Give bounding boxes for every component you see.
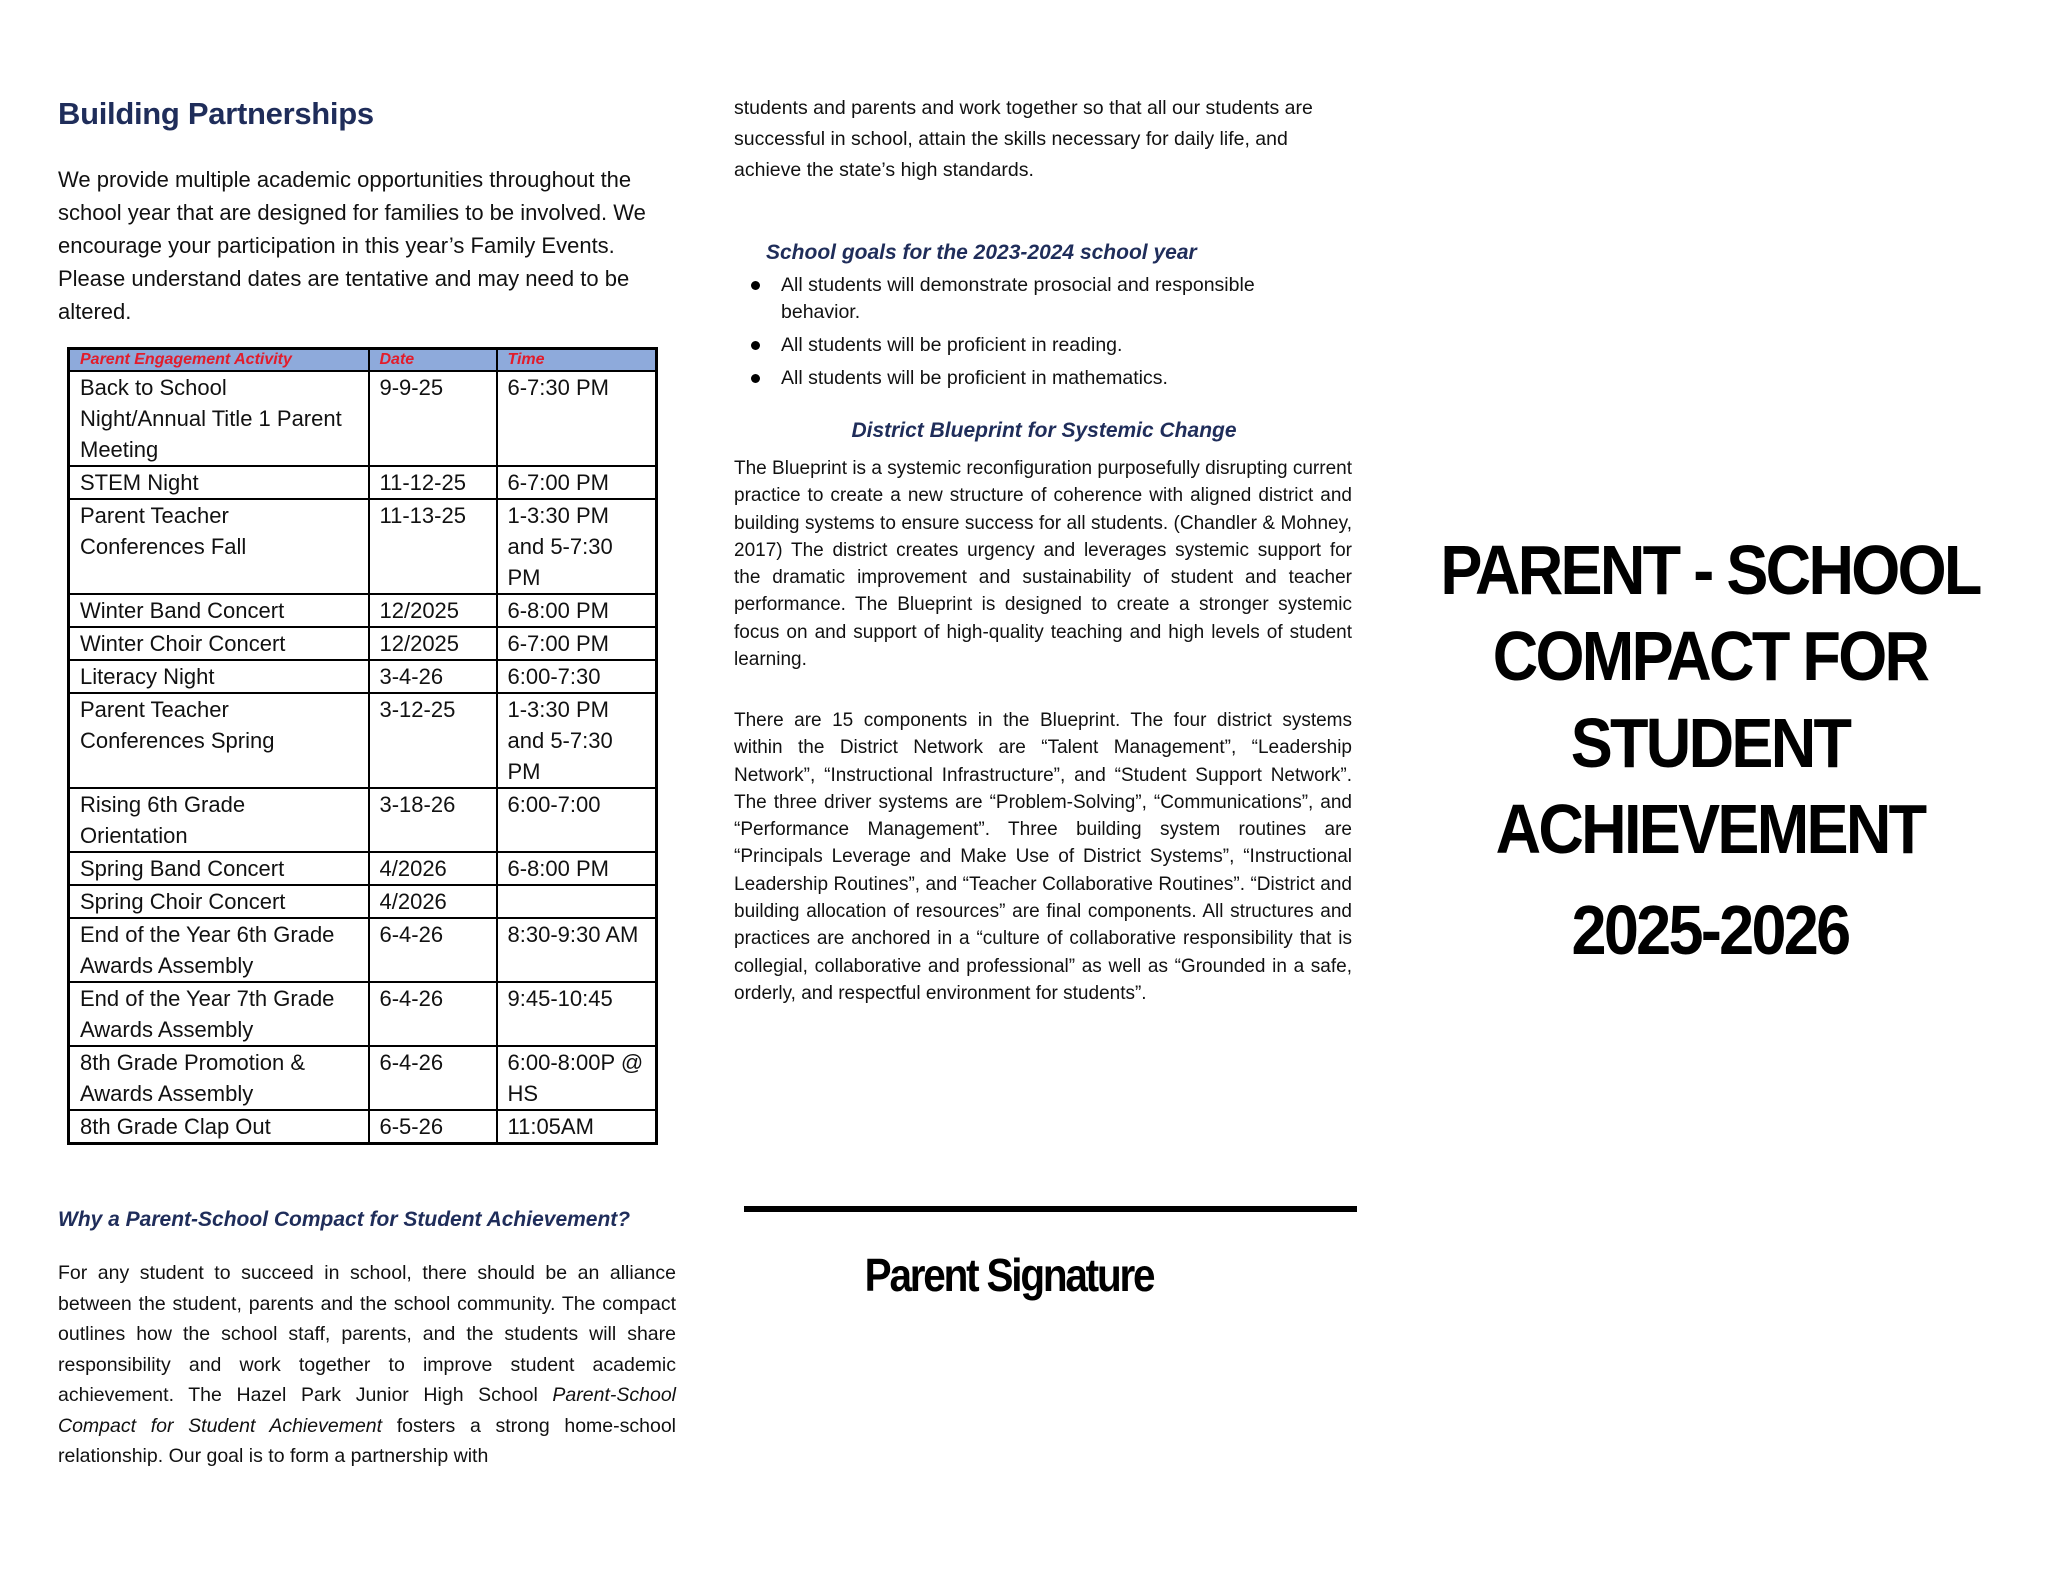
parent-engagement-table — [67, 347, 658, 1145]
title-line-3: STUDENT — [1570, 704, 1850, 782]
table-row — [69, 1046, 657, 1110]
cell-time: 1-3:30 PM and 5-7:30 PM — [497, 693, 657, 788]
cell-time: 6:00-8:00P @ HS — [497, 1046, 657, 1110]
partnership-continuation-text: students and parents and work together so that all our students are successful in school, attain the skills necessary for daily life, and achieve the state’s high standards. — [734, 97, 1313, 181]
cell-date: 6-4-26 — [369, 1046, 497, 1110]
table-row — [69, 594, 657, 627]
cell-activity: Winter Choir Concert — [69, 627, 369, 660]
table-row — [69, 852, 657, 885]
cell-date: 9-9-25 — [369, 371, 497, 466]
table-row — [69, 885, 657, 918]
cell-date: 11-13-25 — [369, 499, 497, 594]
cell-date: 6-4-26 — [369, 982, 497, 1046]
cell-time: 6-7:30 PM — [497, 371, 657, 466]
bullet-icon — [751, 374, 760, 383]
cell-date: 6-5-26 — [369, 1110, 497, 1144]
title-year: 2025-2026 — [1571, 891, 1849, 969]
cell-activity: Back to School Night/Annual Title 1 Parent Meeting — [69, 371, 369, 466]
table-row — [69, 627, 657, 660]
blueprint-paragraph-2: There are 15 components in the Blueprint. The four district systems within the District Network are “Talent Management”, “Leadership Network”, “Instructional Infrastructure”, and “Student Support Network”. The three driver systems are “Problem-Solving”, “Communications”, and “Performance Management”. Three building system routines are “Principals Leverage and Make Use of District Systems”, “Instructional Leadership Routines”, and “Teacher Collaborative Routines”. “District and building allocation of resources” are final components. All structures and practices are anchored in a “culture of collaborative responsibility that is collegial, collaborative and professional” as well as “Grounded in a safe, orderly, and respectful environment for students”. — [734, 710, 1352, 1004]
cell-date: 3-18-26 — [369, 788, 497, 852]
title-line-1: PARENT - SCHOOL — [1440, 531, 1980, 609]
goal-text: All students will demonstrate prosocial and responsible behavior. — [781, 274, 1255, 323]
bullet-icon — [751, 341, 760, 350]
cell-date: 12/2025 — [369, 627, 497, 660]
header-time: Time — [497, 349, 657, 372]
goal-text: All students will be proficient in reading. — [781, 334, 1123, 356]
compact-title — [1400, 528, 2020, 978]
building-partnerships-intro: We provide multiple academic opportunities throughout the school year that are designed for families to be involved. We encourage your participation in this year’s Family Events. Please understand dates are tentative and may need to be altered. — [58, 167, 646, 324]
cell-activity: End of the Year 6th Grade Awards Assembly — [69, 918, 369, 982]
cell-date: 3-12-25 — [369, 693, 497, 788]
table-row — [69, 660, 657, 693]
cell-date: 6-4-26 — [369, 918, 497, 982]
cell-date: 12/2025 — [369, 594, 497, 627]
table-row — [69, 982, 657, 1046]
cell-time: 11:05AM — [497, 1110, 657, 1144]
cell-time: 6-8:00 PM — [497, 594, 657, 627]
cell-activity: 8th Grade Promotion & Awards Assembly — [69, 1046, 369, 1110]
cell-time: 6-7:00 PM — [497, 627, 657, 660]
header-date: Date — [369, 349, 497, 372]
why-body-text-2: fosters a strong home-school relationship. Our goal is to form a partnership with — [58, 1414, 676, 1467]
table-row — [69, 466, 657, 499]
school-goals-list — [745, 272, 1305, 398]
parent-signature-label: Parent Signature — [864, 1249, 1154, 1301]
table-row — [69, 499, 657, 594]
cell-activity: 8th Grade Clap Out — [69, 1110, 369, 1144]
cell-activity: Parent Teacher Conferences Fall — [69, 499, 369, 594]
cell-activity: Literacy Night — [69, 660, 369, 693]
cell-time: 6-7:00 PM — [497, 466, 657, 499]
table-header-row — [69, 349, 657, 372]
cell-activity: Parent Teacher Conferences Spring — [69, 693, 369, 788]
cell-activity: STEM Night — [69, 466, 369, 499]
signature-line — [744, 1206, 1357, 1212]
why-compact-heading: Why a Parent-School Compact for Student Achievement? — [58, 1208, 631, 1231]
bullet-icon — [751, 281, 760, 290]
title-line-4: ACHIEVEMENT — [1495, 790, 1925, 868]
compact-name-italic: Parent-School Compact for Student Achievement — [58, 1384, 676, 1437]
school-goals-heading: School goals for the 2023-2024 school year — [766, 241, 1197, 264]
table-row — [69, 918, 657, 982]
cell-activity: Spring Choir Concert — [69, 885, 369, 918]
blueprint-paragraph-1: The Blueprint is a systemic reconfiguration purposefully disrupting current practice to create a new structure of coherence with aligned district and building systems to ensure success for all students. (Chandler & Mohney, 2017) The district creates urgency and leverages systemic support for the dramatic improvement and sustainability of student and teacher performance. The Blueprint is designed to create a stronger systemic focus on and support of high-quality teaching and high levels of student learning. — [734, 458, 1352, 671]
cell-time: 9:45-10:45 — [497, 982, 657, 1046]
goal-text: All students will be proficient in mathematics. — [781, 367, 1168, 389]
cell-time — [497, 885, 657, 918]
cell-activity: Rising 6th Grade Orientation — [69, 788, 369, 852]
cell-date: 3-4-26 — [369, 660, 497, 693]
header-activity: Parent Engagement Activity — [69, 349, 369, 372]
cell-time: 6:00-7:30 — [497, 660, 657, 693]
cell-date: 11-12-25 — [369, 466, 497, 499]
cell-time: 6-8:00 PM — [497, 852, 657, 885]
cell-date: 4/2026 — [369, 852, 497, 885]
why-body-text-1: For any student to succeed in school, there should be an alliance between the student, parents and the school community. The compact outlines how the school staff, parents, and the students will share responsibility and work together to improve student academic achievement. The Hazel Park Junior High School — [58, 1262, 676, 1406]
table-row — [69, 693, 657, 788]
cell-activity: End of the Year 7th Grade Awards Assembly — [69, 982, 369, 1046]
cell-date: 4/2026 — [369, 885, 497, 918]
cell-time: 6:00-7:00 — [497, 788, 657, 852]
why-compact-body — [58, 1258, 676, 1472]
goal-item — [745, 365, 1305, 392]
cell-time: 8:30-9:30 AM — [497, 918, 657, 982]
goal-item — [745, 332, 1305, 359]
table-row — [69, 1110, 657, 1144]
cell-activity: Spring Band Concert — [69, 852, 369, 885]
goal-item — [745, 272, 1305, 326]
table-row — [69, 371, 657, 466]
table-row — [69, 788, 657, 852]
district-blueprint-heading: District Blueprint for Systemic Change — [851, 419, 1237, 442]
title-line-2: COMPACT FOR — [1492, 617, 1928, 695]
building-partnerships-heading: Building Partnerships — [58, 96, 374, 131]
cell-activity: Winter Band Concert — [69, 594, 369, 627]
cell-time: 1-3:30 PM and 5-7:30 PM — [497, 499, 657, 594]
